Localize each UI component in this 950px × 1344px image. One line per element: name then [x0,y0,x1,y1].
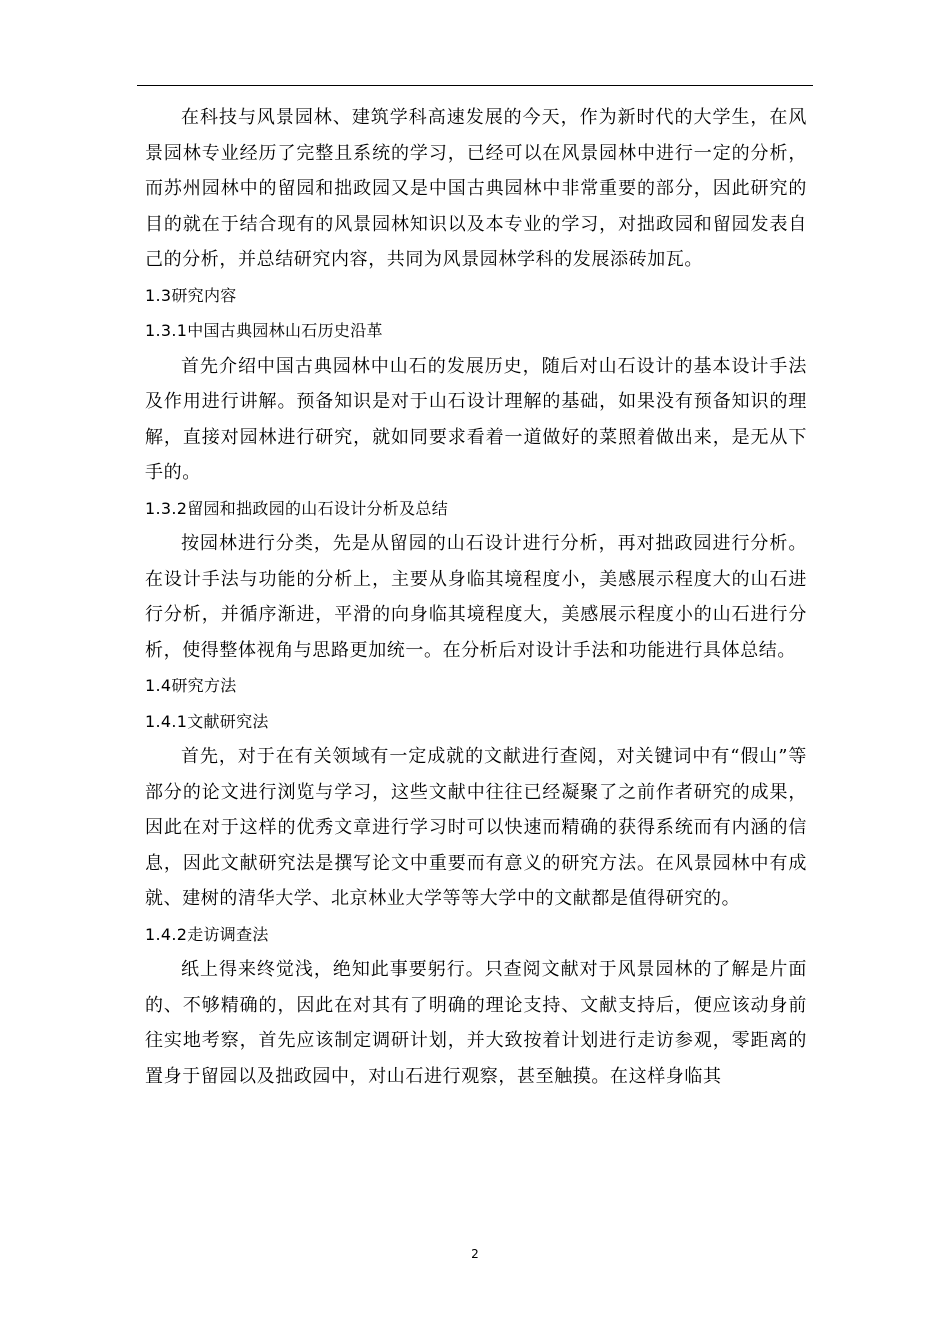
subsection-heading-1-4-2: 1.4.2走访调查法 [145,924,269,944]
page-number: 2 [471,1247,479,1261]
section-heading-1-4: 1.4研究方法 [145,676,237,695]
paragraph-history: 首先介绍中国古典园林中山石的发展历史，随后对山石设计的基本设计手法及作用进行讲解。预备知识是对于山石设计理解的基础，如果没有预备知识的理解，直接对园林进行研究，就如同要求看着一道做好的菜照着做出来，是无从下手的。 [145,355,807,483]
document-body [145,100,807,1094]
subsection-heading-1-3-2: 1.3.2留园和拙政园的山石设计分析及总结 [145,498,449,518]
paragraph-literature-method: 首先，对于在有关领域有一定成就的文献进行查阅，对关键词中有“假山”等部分的论文进行浏览与学习，这些文献中往往已经凝聚了之前作者研究的成果，因此在对于这样的优秀文章进行学习时可以快速而精确的获得系统而有内涵的信息，因此文献研究法是撰写论文中重要而有意义的研究方法。在风景园林中有成就、建树的清华大学、北京林业大学等等大学中的文献都是值得研究的。 [145,746,807,909]
section-heading-1-3: 1.3研究内容 [145,285,237,305]
subsection-heading-1-4-1: 1.4.1文献研究法 [145,711,269,731]
paragraph-research-purpose: 在科技与风景园林、建筑学科高速发展的今天，作为新时代的大学生，在风景园林专业经历了完整且系统的学习，已经可以在风景园林中进行一定的分析，而苏州园林中的留园和拙政园又是中国古典园林中非常重要的部分，因此研究的目的就在于结合现有的风景园林知识以及本专业的学习，对拙政园和留园发表自己的分析，并总结研究内容，共同为风景园林学科的发展添砖加瓦。 [145,107,807,270]
header-rule [137,85,813,86]
subsection-heading-1-3-1: 1.3.1中国古典园林山石历史沿革 [145,321,383,340]
paragraph-field-survey: 纸上得来终觉浅，绝知此事要躬行。只查阅文献对于风景园林的了解是片面的、不够精确的，因此在对其有了明确的理论支持、文献支持后，便应该动身前往实地考察，首先应该制定调研计划，并大致按着计划进行走访参观，零距离的置身于留园以及拙政园中，对山石进行观察，甚至触摸。在这样身临其 [145,959,807,1087]
paragraph-analysis: 按园林进行分类，先是从留园的山石设计进行分析，再对拙政园进行分析。在设计手法与功能的分析上，主要从身临其境程度小，美感展示程度大的山石进行分析，并循序渐进，平滑的向身临其境程度大，美感展示程度小的山石进行分析，使得整体视角与思路更加统一。在分析后对设计手法和功能进行具体总结。 [145,533,807,661]
